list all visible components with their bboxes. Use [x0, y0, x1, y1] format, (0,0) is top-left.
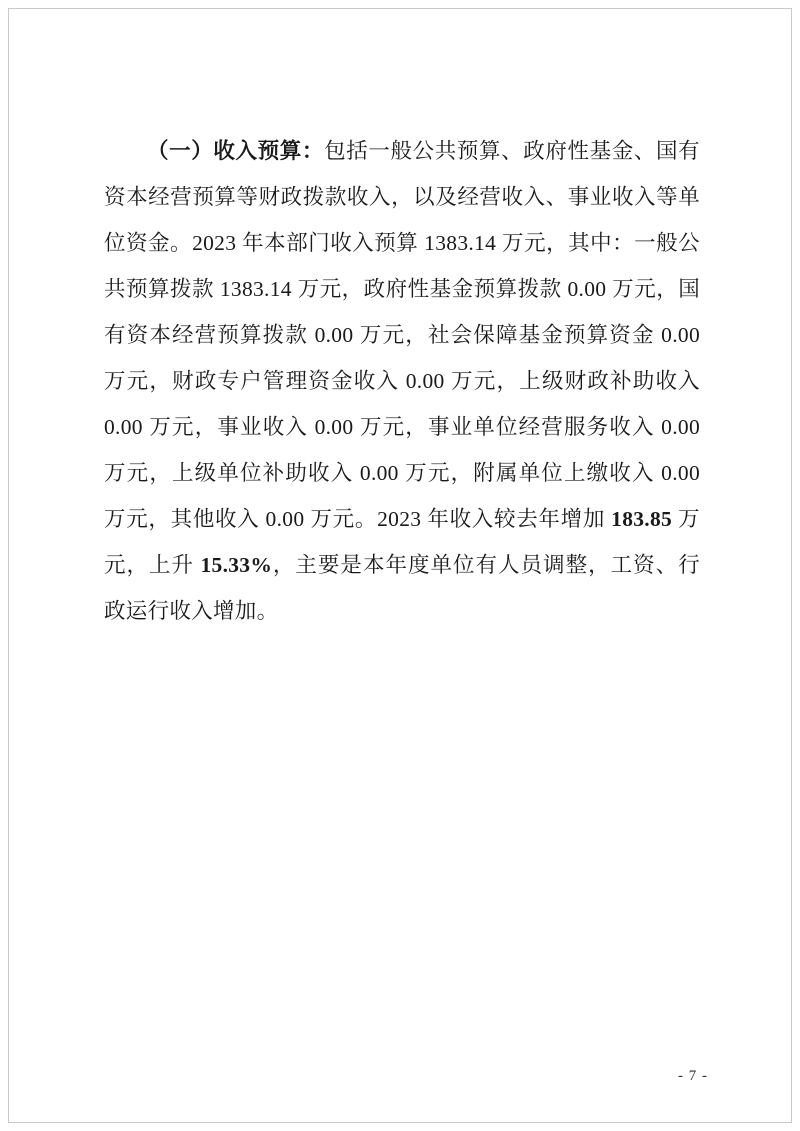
paragraph-body-part3: ，主要是本年度单位有人员调整，工资、行政运行收入增加。: [104, 553, 700, 623]
paragraph-emphasis-percent: 15.33%: [200, 553, 273, 577]
paragraph-body-part2: 万元，上升: [104, 507, 700, 577]
paragraph-emphasis-amount: 183.85: [611, 507, 673, 531]
page-number: - 7 -: [678, 1068, 708, 1084]
document-content: [104, 128, 700, 634]
paragraph-income-budget: [104, 128, 700, 634]
paragraph-body-part1: 包括一般公共预算、政府性基金、国有资本经营预算等财政拨款收入，以及经营收入、事业收入等单位资金。2023 年本部门收入预算 1383.14 万元，其中：一般公共预算拨款 1383.14 万元，政府性基金预算拨款 0.00 万元，国有资本经营预算拨款 0.00 万元，社会保障基金预算资金 0.00 万元，财政专户管理资金收入 0.00 万元，上级财政补助收入 0.00 万元，事业收入 0.00 万元，事业单位经营服务收入 0.00 万元，上级单位补助收入 0.00 万元，附属单位上缴收入 0.00 万元，其他收入 0.00 万元。2023 年收入较去年增加: [104, 139, 700, 531]
paragraph-heading: （一）收入预算：: [147, 139, 325, 163]
